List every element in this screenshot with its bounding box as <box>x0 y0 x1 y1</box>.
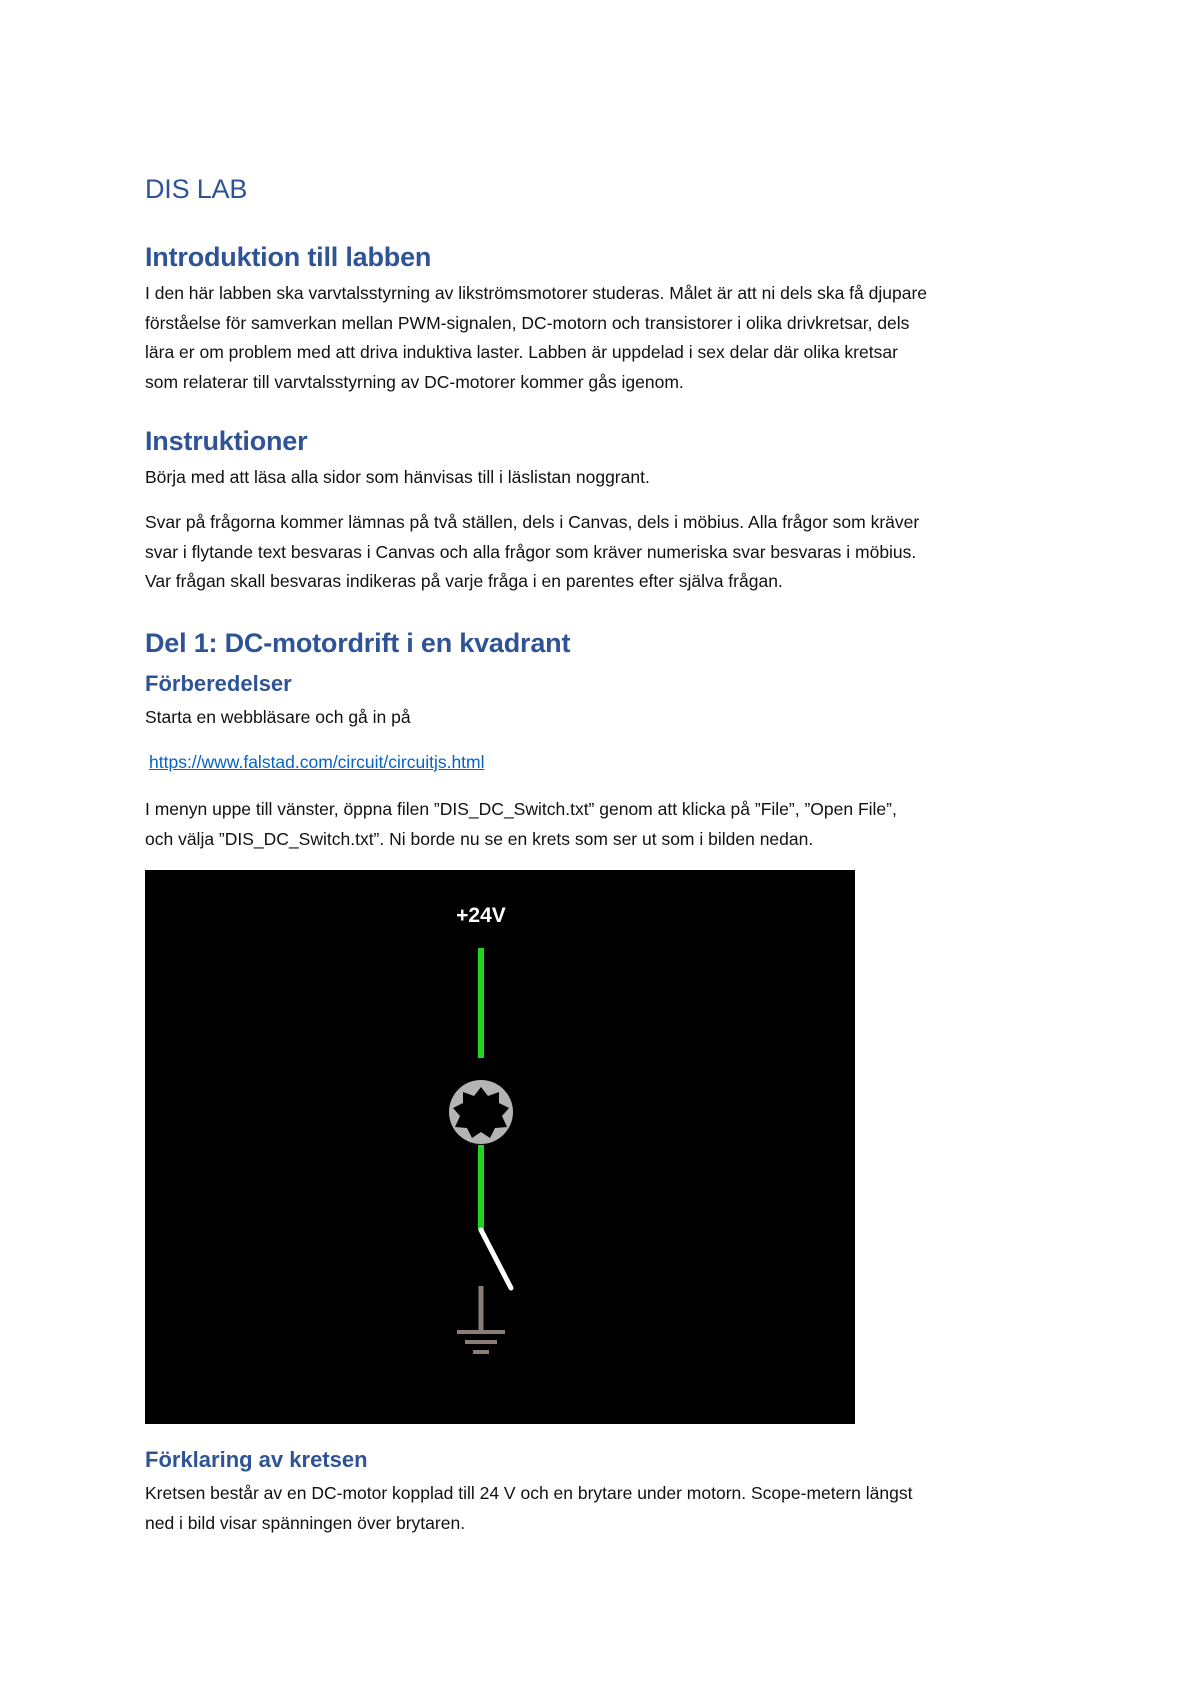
part1-heading-text: Del 1: DC-motordrift i en kvadrant <box>145 628 571 658</box>
prep-heading-text: Förberedelser <box>145 671 292 696</box>
intro-line-4: som relaterar till varvtalsstyrning av DC-motorer kommer gås igenom. <box>145 371 684 392</box>
instructions-p2-line-2: svar i flytande text besvaras i Canvas och alla frågor som kräver numeriska svar besvaras i möbius. <box>145 541 917 562</box>
instructions-paragraph-2 <box>145 508 1085 597</box>
ground-icon <box>457 1286 505 1352</box>
explain-line-1: Kretsen består av en DC-motor kopplad till 24 V och en brytare under motorn. Scope-metern längst <box>145 1483 913 1503</box>
instructions-paragraph-1 <box>145 463 1085 493</box>
prep-heading <box>145 670 292 698</box>
intro-line-1: I den här labben ska varvtalsstyrning av likströmsmotorer studeras. Målet är att ni dels ska få djupare <box>145 283 928 303</box>
dc-motor-icon <box>449 1080 513 1144</box>
link-paragraph <box>145 748 1085 778</box>
intro-heading-text: Introduktion till labben <box>145 242 432 272</box>
intro-line-3: lära er om problem med att driva induktiva laster. Labben är uppdelad i sex delar där olika kretsar <box>145 342 898 362</box>
instructions-p2-line-1: Svar på frågorna kommer lämnas på två ställen, dels i Canvas, dels i möbius. Alla frågor som kräver <box>145 512 920 532</box>
falstad-link[interactable]: https://www.falstad.com/circuit/circuitjs.html <box>149 752 485 772</box>
intro-line-2: förståelse för samverkan mellan PWM-signalen, DC-motorn och transistorer i olika drivkretsar, dels <box>145 312 910 333</box>
explain-line-2: ned i bild visar spänningen över brytaren. <box>145 1512 466 1533</box>
document-title <box>145 172 247 206</box>
doc-title-text: DIS LAB <box>145 174 248 204</box>
instructions-heading <box>145 424 307 458</box>
prep-line: Starta en webbläsare och gå in på <box>145 707 411 727</box>
switch-icon <box>481 1230 511 1288</box>
instructions-heading-text: Instruktioner <box>145 426 308 456</box>
explain-heading <box>145 1446 368 1474</box>
menu-line-1: I menyn uppe till vänster, öppna filen ”DIS_DC_Switch.txt” genom att klicka på ”File”, ”Open File”, <box>145 799 897 819</box>
instructions-line-1: Börja med att läsa alla sidor som hänvisas till i läslistan noggrant. <box>145 467 650 487</box>
supply-label: +24V <box>456 904 506 927</box>
instructions-p2-line-3: Var frågan skall besvaras indikeras på varje fråga i en parentes efter själva frågan. <box>145 571 783 591</box>
explain-paragraph <box>145 1479 1085 1538</box>
menu-line-2: och välja ”DIS_DC_Switch.txt”. Ni borde nu se en krets som ser ut som i bilden nedan. <box>145 828 814 849</box>
explain-heading-text: Förklaring av kretsen <box>145 1447 368 1472</box>
circuit-figure <box>145 870 855 1424</box>
intro-paragraph <box>145 279 1085 397</box>
menu-paragraph <box>145 795 1085 854</box>
prep-paragraph <box>145 703 1085 733</box>
intro-heading <box>145 240 431 274</box>
circuit-diagram <box>145 870 855 1424</box>
part1-heading <box>145 626 570 660</box>
